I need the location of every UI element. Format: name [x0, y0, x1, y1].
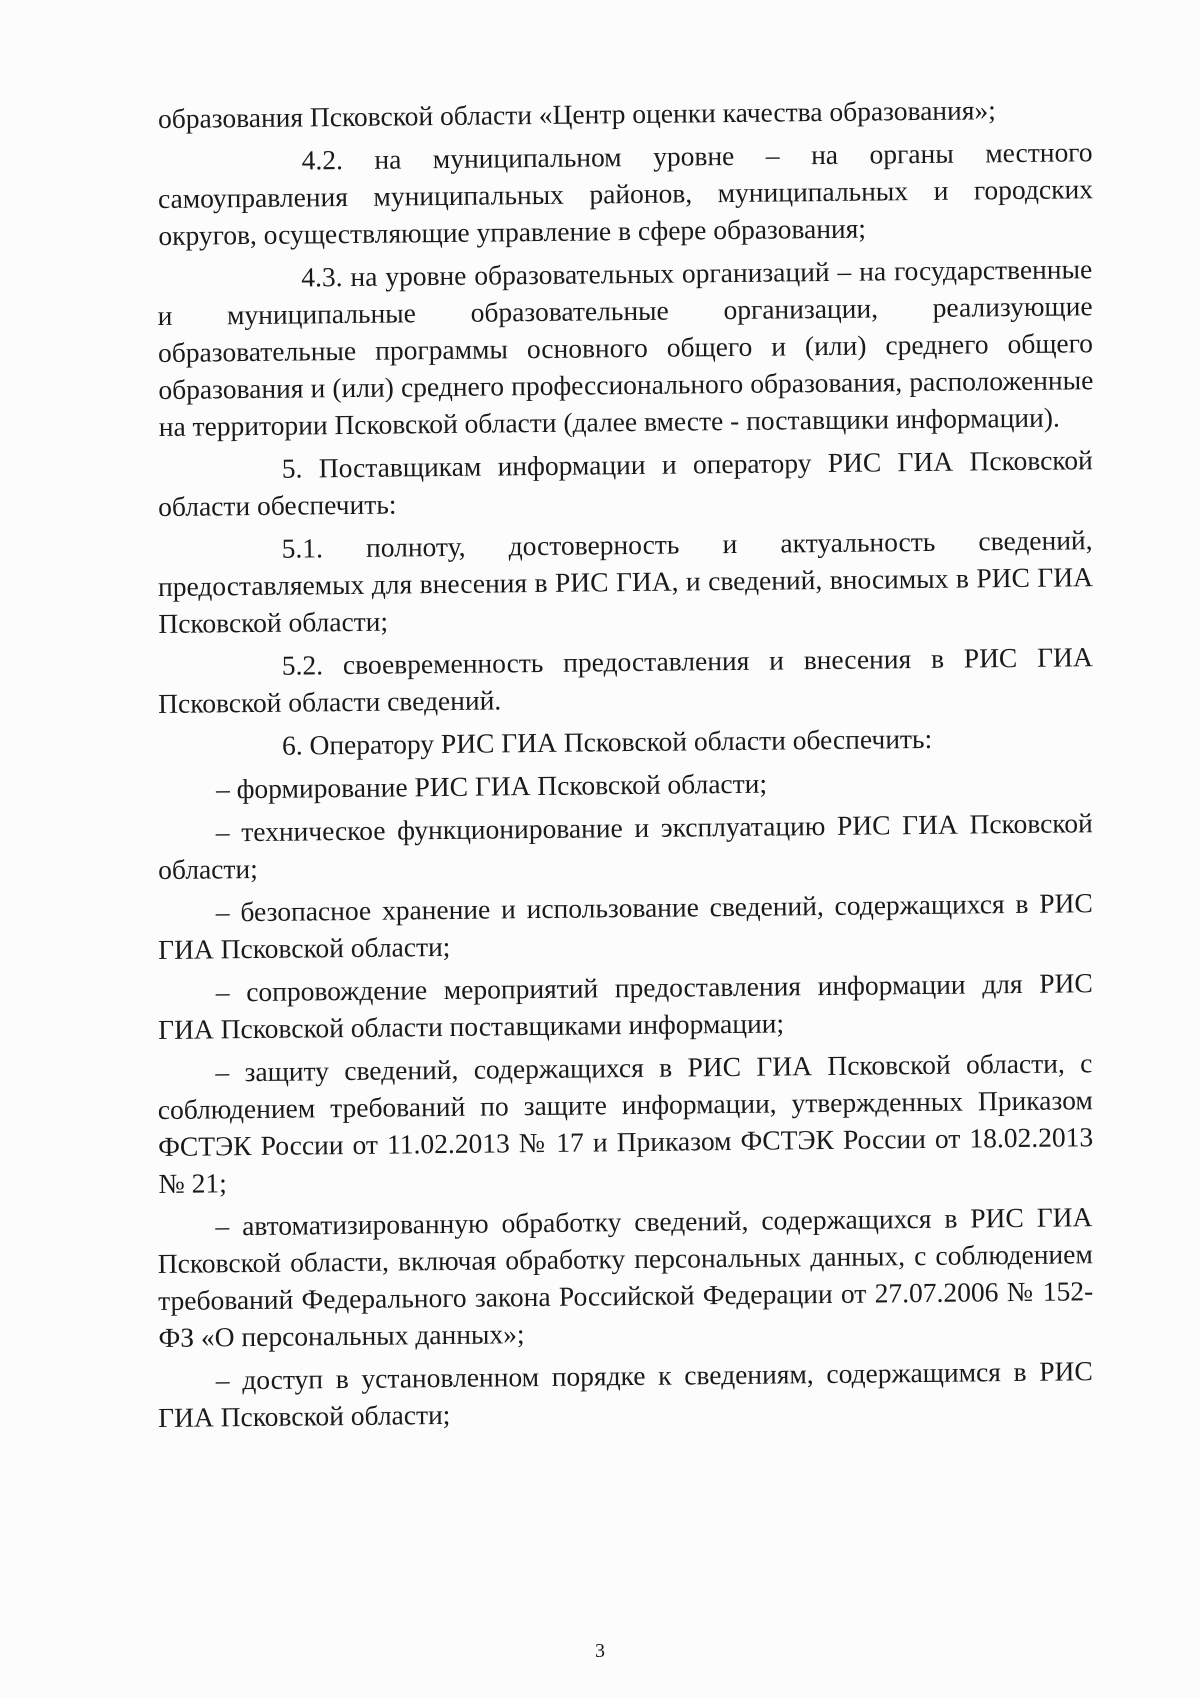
paragraph-number: 5.2.: [281, 649, 324, 681]
list-item-text: – безопасное хранение и использование сведений, содержащихся в РИС ГИА Псковской области;: [158, 887, 1093, 965]
paragraph-4-3: [157, 250, 1094, 445]
document-body: [157, 94, 1094, 1442]
paragraph-text: образования Псковской области «Центр оценки качества образования»;: [157, 94, 996, 134]
list-item-formation: [158, 761, 1093, 808]
page-number: 3: [595, 1640, 605, 1662]
list-item-text: – автоматизированную обработку сведений, содержащихся в РИС ГИА Псковской области, включая обработку персональных данных, с соблюдением требований Федерального закона Российской Федерации от 27.07.2006 № 152-ФЗ «О персональных данных»;: [157, 1201, 1094, 1353]
list-item-access: [158, 1352, 1094, 1436]
list-item-storage: [158, 884, 1094, 968]
paragraph-text: на уровне образовательных организаций – на государственные и муниципальные образовательные организации, реализующие образовательные программы основного общего и (или) среднего общего образования и (или) среднего профессионального образования, расположенные на территории Псковской области (далее вместе - поставщики информации).: [157, 253, 1094, 442]
list-item-protection: [157, 1044, 1093, 1202]
list-item-support: [158, 964, 1094, 1048]
list-item-text: – сопровождение мероприятий предоставления информации для РИС ГИА Псковской области поставщиками информации;: [158, 967, 1093, 1045]
paragraph-5-2: [158, 638, 1094, 722]
paragraph-number: 4.2.: [301, 144, 344, 176]
list-item-text: – доступ в установленном порядке к сведениям, содержащимся в РИС ГИА Псковской области;: [158, 1355, 1093, 1433]
paragraph-text: Поставщикам информации и оператору РИС ГИА Псковской области обеспечить:: [158, 444, 1093, 522]
paragraph-text: полноту, достоверность и актуальность сведений, предоставляемых для внесения в РИС ГИА, и сведений, вносимых в РИС ГИА Псковской области;: [157, 524, 1094, 639]
paragraph-number: 5.1.: [281, 532, 324, 564]
paragraph-number: 5.: [281, 452, 303, 484]
paragraph-text: своевременность предоставления и внесения в РИС ГИА Псковской области сведений.: [158, 641, 1093, 719]
paragraph-5-1: [157, 521, 1093, 642]
list-item-technical: [158, 804, 1094, 888]
paragraph-number: 6.: [281, 729, 303, 761]
list-item-processing: [157, 1198, 1093, 1356]
paragraph-number: 4.3.: [301, 261, 343, 293]
list-item-text: – защиту сведений, содержащихся в РИС ГИА Псковской области, с соблюдением требований по защите информации, утвержденных Приказом ФСТЭК России от 11.02.2013 № 17 и Приказом ФСТЭК России от 18.02.2013 № 21;: [157, 1047, 1094, 1199]
paragraph-5: [158, 441, 1094, 525]
paragraph-text: Оператору РИС ГИА Псковской области обеспечить:: [309, 722, 933, 761]
list-item-text: – формирование РИС ГИА Псковской области;: [215, 767, 768, 805]
paragraph-4-2: [157, 133, 1093, 254]
paragraph-6: [158, 718, 1093, 765]
paragraph-text: на муниципальном уровне – на органы местного самоуправления муниципальных районов, муниципальных и городских округов, осуществляющие управление в сфере образования;: [157, 136, 1094, 251]
list-item-text: – техническое функционирование и эксплуатацию РИС ГИА Псковской области;: [158, 807, 1093, 885]
paragraph-continuation: [158, 90, 1093, 137]
